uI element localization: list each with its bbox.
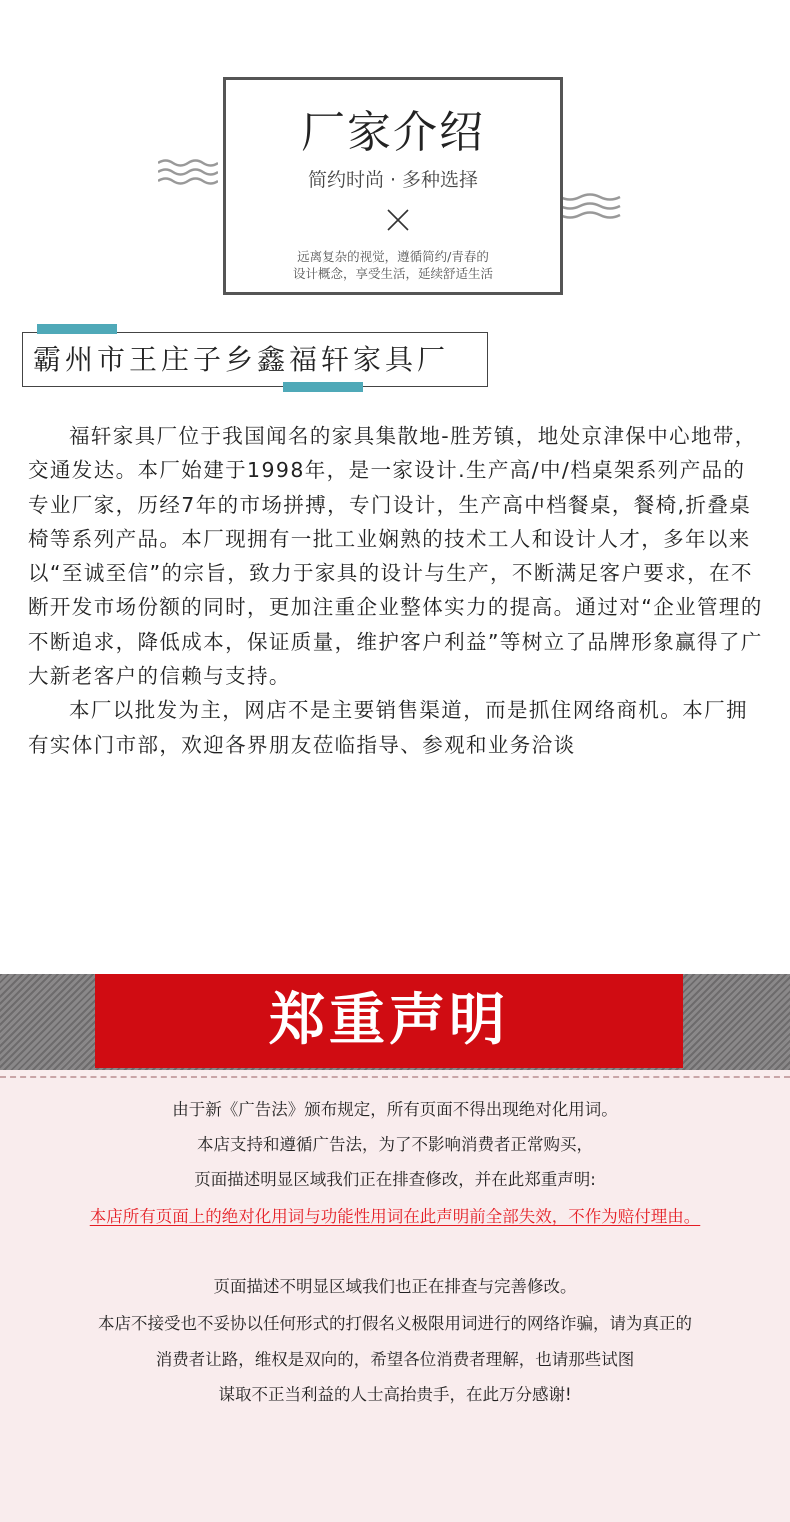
intro-description-line: 设计概念，享受生活，延续舒适生活 <box>292 266 493 281</box>
factory-name-banner <box>22 332 488 387</box>
notice-line: 本店支持和遵循广告法，为了不影响消费者正常购买， <box>197 1135 593 1154</box>
intro-card <box>223 77 563 295</box>
intro-title: 厂家介绍 <box>301 107 485 158</box>
notice-line: 消费者让路，维权是双向的，希望各位消费者理解，也请那些试图 <box>155 1350 635 1369</box>
teal-accent-bar-bottom <box>283 382 363 392</box>
notice-line: 本店不接受也不妥协以任何形式的打假名义极限用词进行的网络诈骗，请为真正的 <box>98 1314 692 1333</box>
notice-line: 谋取不正当利益的人士高抬贵手，在此万分感谢! <box>218 1385 572 1404</box>
factory-name: 霸州市王庄子乡鑫福轩家具厂 <box>33 343 450 376</box>
notice-warning-line: 本店所有页面上的绝对化用词与功能性用词在此声明前全部失效，不作为赔付理由。 <box>89 1207 701 1226</box>
factory-paragraph: 福轩家具厂位于我国闻名的家具集散地-胜芳镇，地处京津保中心地带，交通发达。本厂始建于1998年，是一家设计.生产高/中/档桌架系列产品的专业厂家，历经7年的市场拼搏，专门设计，生产高中档餐桌，餐椅,折叠桌椅等系列产品。本厂现拥有一批工业娴熟的技术工人和设计人才，多年以来以“至诚至信”的宗旨，致力于家具的设计与生产，不断满足客户要求，在不断开发市场份额的同时，更加注重企业整体实力的提高。通过对“企业管理的不断追求，降低成本，保证质量，维护客户利益”等树立了品牌形象赢得了广大新老客户的信赖与支持。 <box>28 424 763 689</box>
notice-line: 由于新《广告法》颁布规定，所有页面不得出现绝对化用词。 <box>172 1100 618 1119</box>
dashed-divider <box>0 1076 790 1078</box>
factory-paragraph: 本厂以批发为主，网店不是主要销售渠道，而是抓住网络商机。本厂拥有实体门市部，欢迎各界朋友莅临指导、参观和业务洽谈 <box>28 698 748 757</box>
notice-body <box>0 1070 790 1522</box>
teal-accent-bar-top <box>37 324 117 334</box>
notice-title: 郑重声明 <box>269 988 509 1053</box>
wave-decoration-left <box>158 158 218 188</box>
intro-description <box>226 248 560 282</box>
notice-line: 页面描述不明显区域我们也正在排查与完善修改。 <box>213 1277 577 1296</box>
intro-description-line: 远离复杂的视觉，遵循简约/青春的 <box>297 249 489 264</box>
notice-title-banner <box>95 974 683 1068</box>
notice-line: 页面描述明显区域我们正在排查修改，并在此郑重声明: <box>194 1170 596 1189</box>
close-cross-icon <box>386 208 410 232</box>
factory-description <box>28 419 764 762</box>
intro-subtitle: 简约时尚 · 多种选择 <box>307 169 479 191</box>
